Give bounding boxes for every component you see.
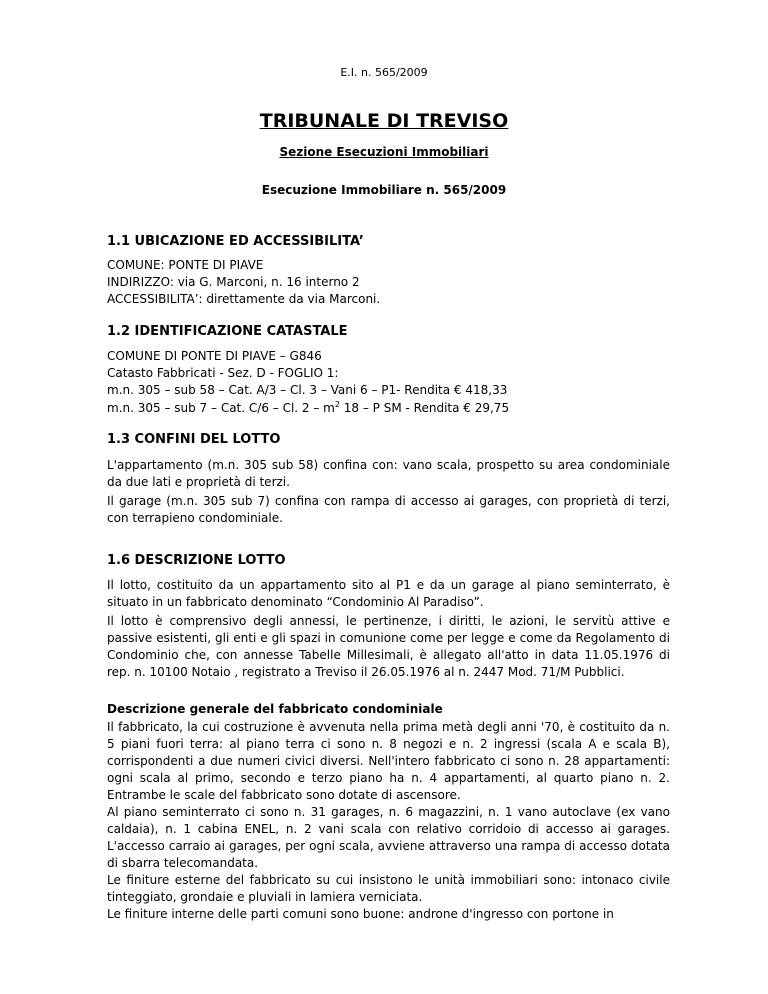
confini-garage-paragraph: Il garage (m.n. 305 sub 7) confina con rampa di accesso ai garages, con proprietà di terzi, con terrapieno condominiale. [107,494,670,525]
heading-ubicazione: 1.1 UBICAZIONE ED ACCESSIBILITA’ [107,234,364,249]
fabbricato-paragraph: Il fabbricato, la cui costruzione è avvenuta nella prima metà degli anni '70, è costituito da n. 5 piani fuori terra: al piano terra ci sono n. 8 negozi e n. 2 ingressi (scala A e scala B), corrispondenti a due numeri civici diversi. Nell'intero fabbricato ci sono n. 28 appartamenti: ogni scala al primo, secondo e terzo piano ha n. 4 appartamenti, al quarto piano n. 2. Entrambe le scale del fabbricato sono dotate di ascensore. [107,720,670,802]
confini-appartamento-paragraph: L'appartamento (m.n. 305 sub 58) confina con: vano scala, prospetto su area condominiale da due lati e proprietà di terzi. [107,458,670,489]
catasto-sub7-text-a: m.n. 305 – sub 7 – Cat. C/6 – Cl. 2 – m [107,401,335,415]
heading-confini: 1.3 CONFINI DEL LOTTO [107,432,281,447]
catasto-sub7-text-b: 18 – P SM - Rendita € 29,75 [339,401,510,415]
catasto-comune-line: COMUNE DI PONTE DI PIAVE – G846 [107,349,322,363]
court-title: TRIBUNALE DI TREVISO [259,110,509,132]
case-reference: E.I. n. 565/2009 [340,66,428,79]
heading-identificazione: 1.2 IDENTIFICAZIONE CATASTALE [107,324,348,339]
comune-line: COMUNE: PONTE DI PIAVE [107,258,264,272]
subheading-fabbricato: Descrizione generale del fabbricato condominiale [107,702,443,716]
catasto-sub7-line [107,400,509,415]
indirizzo-line: INDIRIZZO: via G. Marconi, n. 16 interno 2 [107,275,360,289]
descrizione-lotto-paragraph: Il lotto, costituito da un appartamento sito al P1 e da un garage al piano seminterrato, è situato in un fabbricato denominato “Condominio Al Paradiso”. [107,578,670,609]
heading-descrizione: 1.6 DESCRIZIONE LOTTO [107,553,286,568]
finiture-esterne-paragraph: Le finiture esterne del fabbricato su cui insistono le unità immobiliari sono: intonaco civile tinteggiato, grondaie e pluviali in lamiera verniciata. [107,873,670,904]
catasto-sub58-line: m.n. 305 – sub 58 – Cat. A/3 – Cl. 3 – Vani 6 – P1- Rendita € 418,33 [107,383,508,397]
section-title: Sezione Esecuzioni Immobiliari [279,145,489,159]
comprensivo-paragraph: Il lotto è comprensivo degli annessi, le pertinenze, i diritti, le azioni, le servitù attive e passive esistenti, gli enti e gli spazi in comunione come per legge e come da Regolamento di Condominio che, con annesse Tabelle Millesimali, è allegato all'atto in data 11.05.1976 di rep. n. 10100 Notaio , registrato a Treviso il 26.05.1976 al n. 2447 Mod. 71/M Pubblici. [107,614,670,679]
accessibilita-line: ACCESSIBILITA’: direttamente da via Marconi. [107,292,381,306]
finiture-interne-paragraph: Le finiture interne delle parti comuni sono buone: androne d'ingresso con portone in [107,907,614,921]
catasto-sub7-sup: 2 [334,400,340,409]
seminterrato-paragraph: Al piano seminterrato ci sono n. 31 garages, n. 6 magazzini, n. 1 vano autoclave (ex vano caldaia), n. 1 cabina ENEL, n. 2 vani scala con relativo corridoio di accesso ai garages. L'accesso carraio ai garages, per ogni scala, avviene attraverso una rampa di accesso dotata di sbarra telecomandata. [107,805,670,870]
procedure-title: Esecuzione Immobiliare n. 565/2009 [261,183,507,197]
catasto-foglio-line: Catasto Fabbricati - Sez. D - FOGLIO 1: [107,366,339,380]
